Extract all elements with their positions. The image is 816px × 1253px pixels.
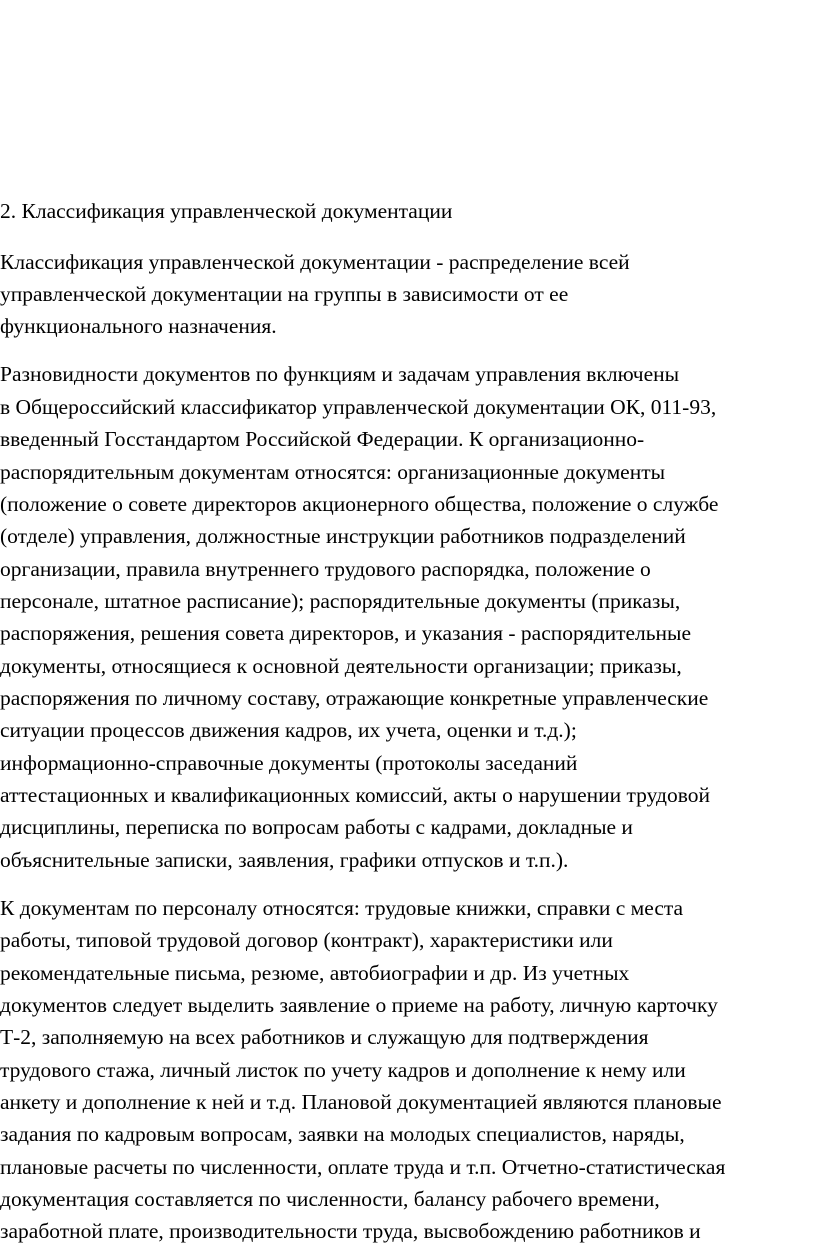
section-heading: 2. Классификация управленческой документации xyxy=(0,199,453,223)
paragraph-line: в Общероссийский классификатор управленческой документации ОК, 011-93, xyxy=(0,395,717,419)
paragraph-line: Разновидности документов по функциям и задачам управления включены xyxy=(0,362,680,386)
paragraph-line: информационно-справочные документы (протоколы заседаний xyxy=(0,751,578,775)
paragraph-line: документация составляется по численности, балансу рабочего времени, xyxy=(0,1187,660,1211)
paragraph-line: ситуации процессов движения кадров, их учета, оценки и т.д.); xyxy=(0,718,577,742)
paragraph-line: организации, правила внутреннего трудового распорядка, положение о xyxy=(0,557,651,581)
paragraph-line: Т-2, заполняемую на всех работников и служащую для подтверждения xyxy=(0,1025,649,1049)
paragraph-line: объяснительные записки, заявления, графики отпусков и т.п.). xyxy=(0,848,569,872)
paragraph-line: трудового стажа, личный листок по учету кадров и дополнение к нему или xyxy=(0,1058,686,1082)
paragraph-line: функционального назначения. xyxy=(0,314,277,338)
paragraph-line: задания по кадровым вопросам, заявки на молодых специалистов, наряды, xyxy=(0,1122,685,1146)
paragraph-line: распоряжения по личному составу, отражающие конкретные управленческие xyxy=(0,686,709,710)
paragraph-line: распорядительным документам относятся: организационные документы xyxy=(0,460,666,484)
paragraph-line: распоряжения, решения совета директоров, и указания - распорядительные xyxy=(0,621,692,645)
paragraph-line: (положение о совете директоров акционерного общества, положение о службе xyxy=(0,492,719,516)
paragraph-line: персонале, штатное расписание); распорядительные документы (приказы, xyxy=(0,589,681,613)
paragraph-line: анкету и дополнение к ней и т.д. Плановой документацией являются плановые xyxy=(0,1090,722,1114)
paragraph-line: Классификация управленческой документации - распределение всей xyxy=(0,250,630,274)
paragraph-line: К документам по персоналу относятся: трудовые книжки, справки с места xyxy=(0,896,684,920)
paragraph-line: плановые расчеты по численности, оплате труда и т.п. Отчетно-статистическая xyxy=(0,1155,726,1179)
paragraph-line: (отделе) управления, должностные инструкции работников подразделений xyxy=(0,524,686,548)
paragraph-line: рекомендательные письма, резюме, автобиографии и др. Из учетных xyxy=(0,961,630,985)
paragraph-line: дисциплины, переписка по вопросам работы с кадрами, докладные и xyxy=(0,815,633,839)
paragraph-line: работы, типовой трудовой договор (контракт), характеристики или xyxy=(0,928,613,952)
paragraph-line: аттестационных и квалификационных комиссий, акты о нарушении трудовой xyxy=(0,783,710,807)
paragraph-line: документов следует выделить заявление о приеме на работу, личную карточку xyxy=(0,993,718,1017)
paragraph-line: введенный Госстандартом Российской Федерации. К организационно- xyxy=(0,427,645,451)
paragraph-line: управленческой документации на группы в зависимости от ее xyxy=(0,282,569,306)
paragraph-line: заработной плате, производительности труда, высвобождению работников и xyxy=(0,1219,701,1243)
paragraph-line: документы, относящиеся к основной деятельности организации; приказы, xyxy=(0,654,682,678)
